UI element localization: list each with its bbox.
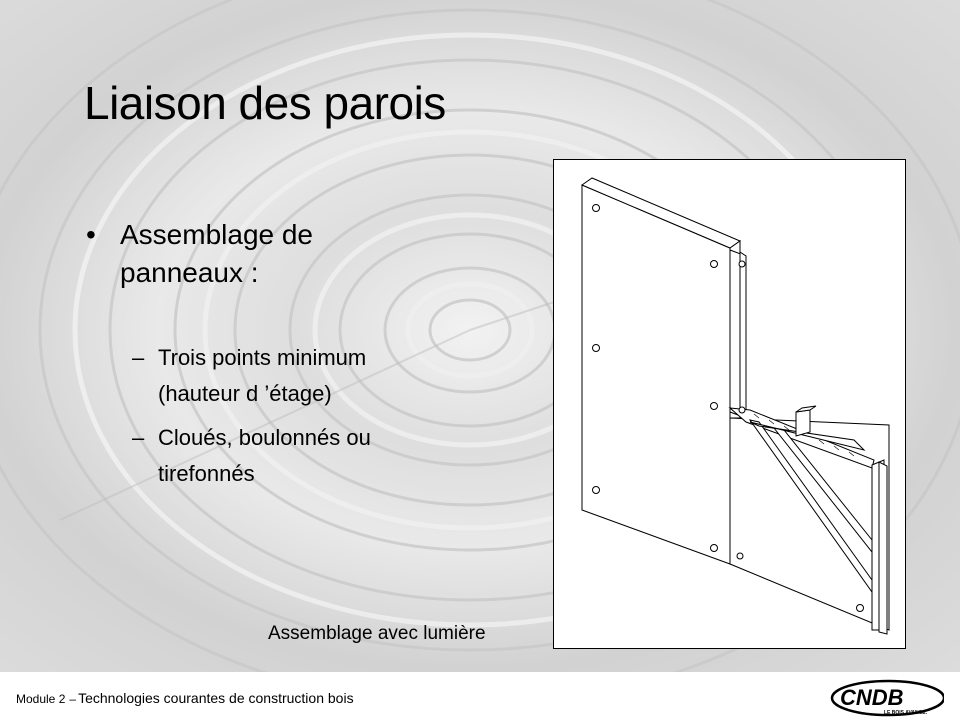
logo-text: CNDB — [840, 685, 904, 710]
assembly-figure — [553, 159, 906, 649]
panel-assembly-drawing — [554, 160, 905, 648]
figure-caption: Assemblage avec lumière — [268, 623, 486, 644]
sub-item-text — [158, 420, 478, 492]
footer-module: Module 2 — [16, 692, 66, 706]
bullet-text — [120, 216, 480, 292]
bullet-symbol: • — [86, 219, 96, 250]
sub-item-line: Cloués, boulonnés ou — [158, 425, 371, 450]
sub-item-text — [158, 340, 478, 412]
sub-item-dash: – — [132, 345, 145, 370]
cndb-logo-icon — [826, 678, 944, 718]
slide-title: Liaison des parois — [84, 77, 446, 129]
footer-separator: – — [69, 692, 77, 706]
sub-item-line: tirefonnés — [158, 461, 255, 486]
sub-item-line: Trois points minimum — [158, 345, 367, 370]
sub-item-dash: – — [132, 425, 145, 450]
sub-item-line: (hauteur d ’étage) — [158, 381, 332, 406]
bullet-line: panneaux : — [120, 257, 259, 288]
footer-course: Technologies courantes de construction bois — [78, 690, 354, 706]
logo-tagline: LE BOIS AVANCE. — [884, 710, 927, 716]
footer-text — [16, 690, 354, 706]
bullet-line: Assemblage de — [120, 219, 314, 250]
